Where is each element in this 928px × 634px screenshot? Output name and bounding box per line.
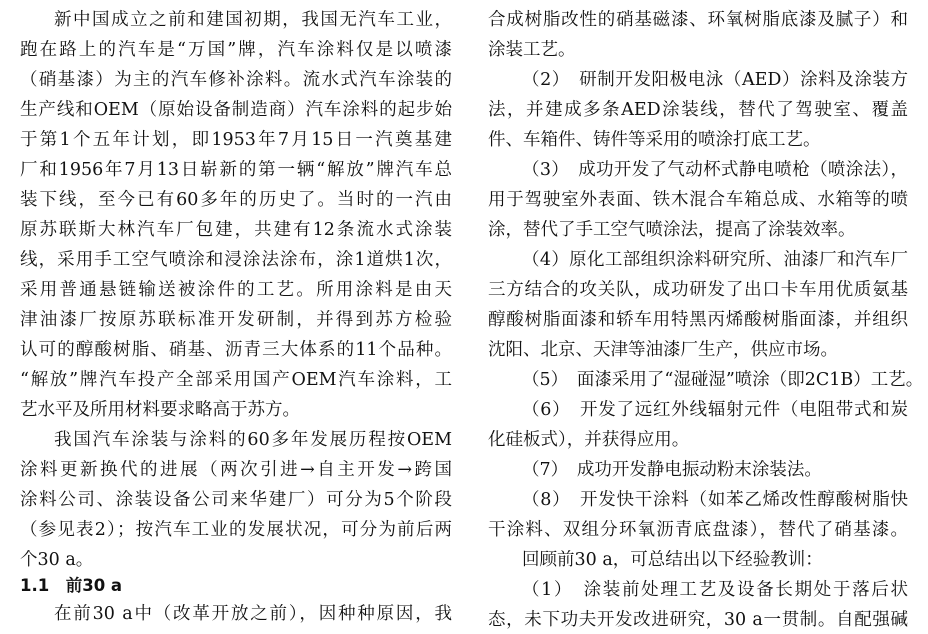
paragraph-line: （3） 成功开发了气动杯式静电喷枪（喷涂法）， (522, 160, 908, 180)
paragraph-line: 涂料更新换代的进展（两次引进→自主开发→跨国 (20, 460, 452, 480)
paragraph-line: 涂料公司、涂装设备公司来华建厂）可分为5个阶段 (20, 490, 452, 510)
paragraph-line: 新中国成立之前和建国初期，我国无汽车工业， (54, 10, 452, 30)
paragraph-line: （6） 开发了远红外线辐射元件（电阻带式和炭 (522, 400, 908, 420)
paragraph-line: 涂，替代了手工空气喷涂法，提高了涂装效率。 (488, 220, 856, 240)
paragraph-line: 线，采用手工空气喷涂和浸涂法涂布，涂1道烘1次， (20, 250, 452, 270)
paragraph-line: （7） 成功开发静电振动粉末涂装法。 (522, 460, 822, 480)
paragraph-line: 生产线和OEM（原始设备制造商）汽车涂料的起步始 (20, 100, 452, 120)
paragraph-line: 回顾前30 a，可总结出以下经验教训： (522, 550, 823, 570)
paragraph-line: 在前30 a中（改革开放之前），因种种原因，我 (54, 604, 452, 624)
paragraph-line: （硝基漆）为主的汽车修补涂料。流水式汽车涂装的 (20, 70, 452, 90)
paragraph-line: 件、车箱件、铸件等采用的喷涂打底工艺。 (488, 130, 821, 150)
paragraph-line: 跑在路上的汽车是“万国”牌，汽车涂料仅是以喷漆 (20, 40, 452, 60)
paragraph-line: （5） 面漆采用了“湿碰湿”喷涂（即2C1B）工艺。 (522, 370, 924, 390)
paragraph-line: 干涂料、双组分环氧沥青底盘漆），替代了硝基漆。 (488, 520, 908, 540)
section-heading: 1.1 前30 a (20, 576, 123, 595)
paragraph-line: （8） 开发快干涂料（如苯乙烯改性醇酸树脂快 (522, 490, 908, 510)
paragraph-line: 采用普通悬链输送被涂件的工艺。所用涂料是由天 (20, 280, 452, 300)
paragraph-line: 个30 a。 (20, 550, 94, 570)
paragraph-line: 沈阳、北京、天津等油漆厂生产，供应市场。 (488, 340, 838, 360)
paragraph-line: 用于驾驶室外表面、铁木混合车箱总成、水箱等的喷 (488, 190, 908, 210)
paragraph-line: （2） 研制开发阳极电泳（AED）涂料及涂装方 (522, 70, 908, 90)
paragraph-line: 认可的醇酸树脂、硝基、沥青三大体系的11个品种。 (20, 340, 452, 360)
paragraph-line: 合成树脂改性的硝基磁漆、环氧树脂底漆及腻子）和 (488, 10, 908, 30)
paragraph-line: 态，未下功夫开发改进研究，30 a一贯制。自配强碱 (488, 610, 908, 630)
paragraph-line: 于第1个五年计划，即1953年7月15日一汽奠基建 (20, 130, 452, 150)
paragraph-line: 原苏联斯大林汽车厂包建，共建有12条流水式涂装 (20, 220, 452, 240)
paragraph-line: 法，并建成多条AED涂装线，替代了驾驶室、覆盖 (488, 100, 908, 120)
paragraph-line: （1） 涂装前处理工艺及设备长期处于落后状 (522, 580, 908, 600)
paragraph-line: 我国汽车涂装与涂料的60多年发展历程按OEM (54, 430, 452, 450)
paragraph-line: 艺水平及所用材料要求略高于苏方。 (20, 400, 300, 420)
paragraph-line: 装下线，至今已有60多年的历史了。当时的一汽由 (20, 190, 452, 210)
paragraph-line: 三方结合的攻关队，成功研发了出口卡车用优质氨基 (488, 280, 908, 300)
paragraph-line: 厂和1956年7月13日崭新的第一辆“解放”牌汽车总 (20, 160, 452, 180)
paragraph-line: 津油漆厂按原苏联标准开发研制，并得到苏方检验 (20, 310, 452, 330)
paragraph-line: （4）原化工部组织涂料研究所、油漆厂和汽车厂 (522, 250, 908, 270)
paragraph-line: “解放”牌汽车投产全部采用国产OEM汽车涂料，工 (20, 370, 452, 390)
paragraph-line: （参见表2）；按汽车工业的发展状况，可分为前后两 (20, 520, 452, 540)
paragraph-line: 化硅板式），并获得应用。 (488, 430, 690, 450)
paragraph-line: 醇酸树脂面漆和轿车用特黑丙烯酸树脂面漆，并组织 (488, 310, 908, 330)
paragraph-line: 涂装工艺。 (488, 40, 576, 60)
